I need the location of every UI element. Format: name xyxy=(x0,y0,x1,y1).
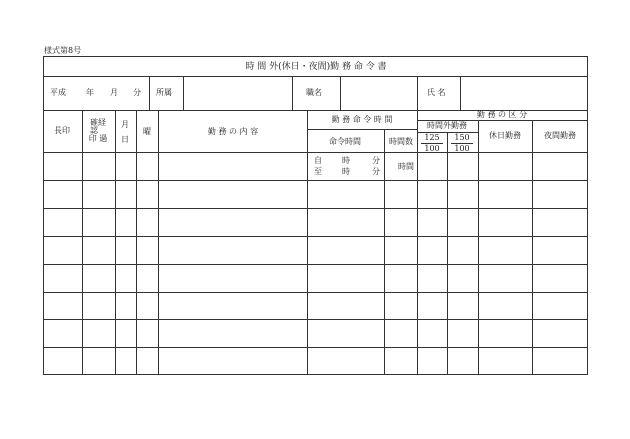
chief-seal-header: 長印 xyxy=(54,126,70,135)
month-label: 月 xyxy=(110,88,118,97)
seal-header: 印 過 xyxy=(88,134,108,143)
day-header: 日 xyxy=(121,135,129,144)
holiday-work-header: 休日勤務 xyxy=(489,131,521,140)
job-title-label: 職名 xyxy=(306,88,322,97)
order-time-group-header: 勤 務 命 令 時 間 xyxy=(331,115,393,124)
overtime-header: 時間外勤務 xyxy=(427,121,467,130)
to-label: 至 xyxy=(314,167,322,176)
form-border xyxy=(44,57,588,375)
form-title: 時 間 外(休日・夜間)勤 務 命 令 書 xyxy=(245,62,387,72)
heisei-label: 平成 xyxy=(50,88,66,97)
to-hour-label: 時 xyxy=(342,167,350,176)
name-label: 氏 名 xyxy=(427,88,446,97)
year-label: 年 xyxy=(86,88,94,97)
order-time-header: 命令時間 xyxy=(329,137,361,146)
dept-label: 所属 xyxy=(156,88,172,97)
rate-150-fraction xyxy=(451,133,473,154)
hours-unit-label: 時間 xyxy=(398,162,414,171)
rate-125-numerator: 125 xyxy=(421,133,443,144)
content-header: 勤 務 の 内 容 xyxy=(207,127,259,136)
form-code: 様式第8号 xyxy=(44,46,82,55)
rate-125-fraction xyxy=(421,133,443,154)
from-label: 自 xyxy=(314,156,322,165)
category-group-header: 勤 務 の 区 分 xyxy=(476,110,528,119)
to-minute-label: 分 xyxy=(372,167,380,176)
minute-label: 分 xyxy=(133,88,141,97)
confirm-header: 確経 xyxy=(90,118,106,127)
rate-150-numerator: 150 xyxy=(451,133,473,144)
from-minute-label: 分 xyxy=(372,156,380,165)
month-header: 月 xyxy=(121,120,129,129)
rate-125-denominator: 100 xyxy=(424,144,440,153)
hours-header: 時間数 xyxy=(389,137,413,146)
night-work-header: 夜間勤務 xyxy=(544,131,576,140)
rate-150-denominator: 100 xyxy=(454,144,470,153)
recognize-header: 認 xyxy=(90,126,98,135)
weekday-header: 曜 xyxy=(143,127,151,136)
from-hour-label: 時 xyxy=(342,156,350,165)
